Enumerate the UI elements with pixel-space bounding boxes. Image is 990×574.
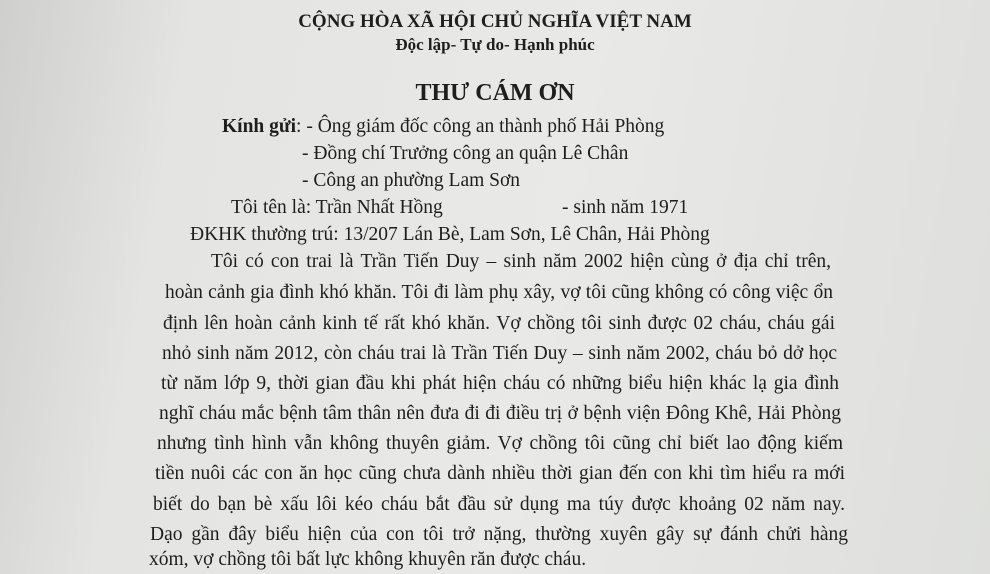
body-line: hoàn cảnh gia đình khó khăn. Tôi đi làm phụ xây, vợ tôi cũng không có công việc ổn [165,282,833,303]
body-line: xóm, vợ chồng tôi bất lực không khuyên răn được cháu. [149,549,587,570]
recipients-label: Kính gửi [222,116,297,137]
sender-address: ĐKHK thường trú: 13/207 Lán Bè, Lam Sơn, Lê Chân, Hải Phòng [190,224,710,245]
recipient-3: - Công an phường Lam Sơn [302,170,521,191]
nation-header: CỘNG HÒA XÃ HỘI CHỦ NGHĨA VIỆT NAM [298,11,692,32]
body-line: từ năm lớp 9, thời gian đầu khi phát hiện cháu có những biểu hiện khác lạ gia đình [161,373,839,394]
sender-name: Tôi tên là: Trần Nhất Hồng [231,197,443,218]
letter-title: THƯ CÁM ƠN [415,80,575,106]
motto: Độc lập- Tự do- Hạnh phúc [395,35,595,54]
sender-birth: - sinh năm 1971 [562,197,689,218]
body-line: tiền nuôi các con ăn học cũng chưa dành nhiều thời gian đến con khi tìm hiểu ra mới [155,463,845,484]
body-line: biết do bạn bè xấu lôi kéo cháu bắt đầu sử dụng ma túy được khoảng 02 năm nay. [153,494,845,515]
recipient-1: - Ông giám đốc công an thành phố Hải Phòng [306,116,665,137]
body-line: nghĩ cháu mắc bệnh tâm thân nên đưa đi đi điều trị ở bệnh viện Đông Khê, Hải Phòng [159,403,841,424]
body-line: định lên hoàn cảnh kinh tế rất khó khăn. Vợ chồng tôi sinh được 02 cháu, cháu gái [163,313,835,334]
body-line: Dạo gần đây biểu hiện của con tôi trở nặng, thường xuyên gây sự đánh chửi hàng [150,524,848,545]
body-line: Tôi có con trai là Trần Tiến Duy – sinh năm 2002 hiện cùng ở địa chỉ trên, [211,251,831,272]
recipient-line-1: Kính gửi: - Ông giám đốc công an thành phố Hải Phòng [222,116,665,137]
body-line: nhưng tình hình vẫn không thuyên giảm. Vợ chồng tôi cũng chỉ biết lao động kiếm [157,433,843,454]
recipient-2: - Đồng chí Trưởng công an quận Lê Chân [302,143,629,164]
body-line: nhỏ sinh năm 2012, còn cháu trai là Trần Tiến Duy – sinh năm 2002, cháu bỏ dở học [162,343,837,364]
